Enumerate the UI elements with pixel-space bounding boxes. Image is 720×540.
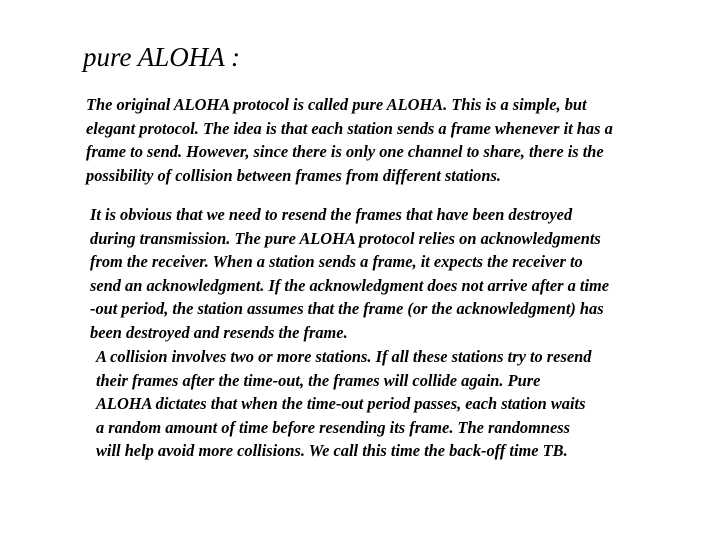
paragraph-line: frame to send. However, since there is only one channel to share, there is the xyxy=(86,142,604,161)
paragraph-line: their frames after the time-out, the frames will collide again. Pure xyxy=(96,370,541,390)
paragraph-acknowledgments xyxy=(90,203,609,344)
paragraph-line: It is obvious that we need to resend the frames that have been destroyed xyxy=(90,205,573,224)
paragraph-line: ALOHA dictates that when the time-out period passes, each station waits xyxy=(96,394,586,413)
paragraph-line: during transmission. The pure ALOHA protocol relies on acknowledgments xyxy=(90,228,601,248)
paragraph-line: -out period, the station assumes that the frame (or the acknowledgment) has xyxy=(90,299,604,318)
paragraph-pure-aloha-definition xyxy=(86,93,613,187)
paragraph-line: elegant protocol. The idea is that each station sends a frame whenever it has a xyxy=(86,118,613,138)
paragraph-line: been destroyed and resends the frame. xyxy=(90,322,348,342)
slide-title: pure ALOHA : xyxy=(83,42,241,72)
paragraph-line: send an acknowledgment. If the acknowledgment does not arrive after a time xyxy=(90,275,610,295)
paragraph-line: possibility of collision between frames from different stations. xyxy=(86,165,501,185)
paragraph-back-off-time xyxy=(96,345,591,463)
paragraph-line: from the receiver. When a station sends a frame, it expects the receiver to xyxy=(90,252,583,271)
paragraph-line: a random amount of time before resending its frame. The randomness xyxy=(96,417,570,437)
paragraph-line: The original ALOHA protocol is called pure ALOHA. This is a simple, but xyxy=(86,95,587,114)
paragraph-line: will help avoid more collisions. We call this time the back-off time TB. xyxy=(96,441,568,460)
paragraph-line: A collision involves two or more stations. If all these stations try to resend xyxy=(96,347,592,366)
